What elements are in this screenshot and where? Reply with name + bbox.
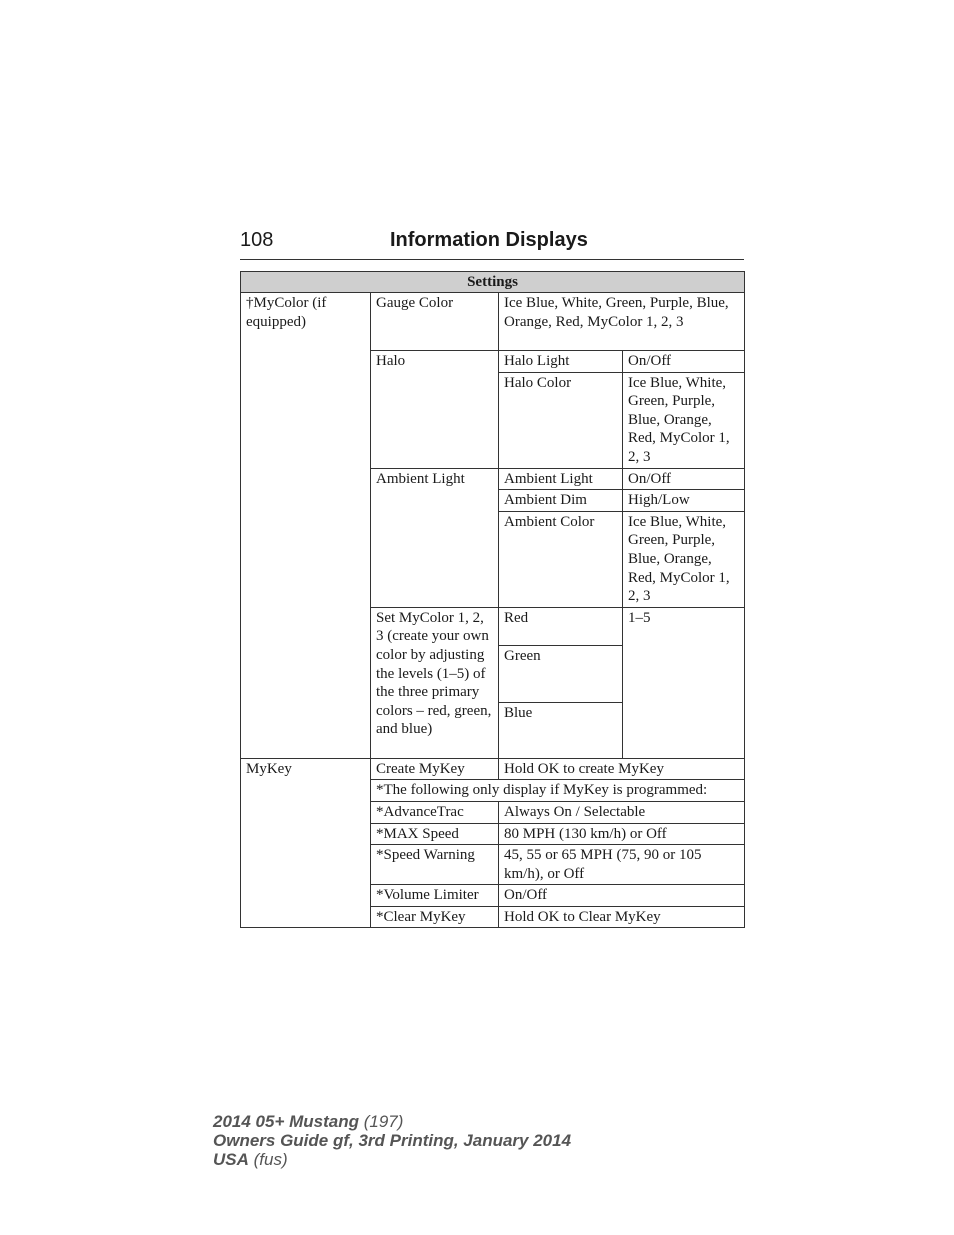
table-title: Settings [241,272,745,293]
halo-light-label: Halo Light [499,351,623,373]
ambient-light-group-label: Ambient Light [371,468,499,607]
volume-limiter-value: On/Off [499,885,745,907]
speed-warning-label: *Speed Warning [371,845,499,885]
table-header-row [241,272,745,293]
halo-light-value: On/Off [623,351,745,373]
clear-mykey-value: Hold OK to Clear MyKey [499,906,745,928]
footer-market: USA [213,1150,249,1169]
ambient-color-value: Ice Blue, White, Green, Purple, Blue, Orange, Red, MyColor 1, 2, 3 [623,511,745,607]
halo-color-value: Ice Blue, White, Green, Purple, Blue, Orange, Red, MyColor 1, 2, 3 [623,372,745,468]
advancetrac-label: *AdvanceTrac [371,801,499,823]
advancetrac-value: Always On / Selectable [499,801,745,823]
green-label: Green [499,645,623,702]
footer-line-1 [213,1112,571,1131]
gauge-color-value: Ice Blue, White, Green, Purple, Blue, Orange, Red, MyColor 1, 2, 3 [499,293,745,351]
volume-limiter-label: *Volume Limiter [371,885,499,907]
settings-table [240,271,745,928]
ambient-light-value: On/Off [623,468,745,490]
mycolor-label: †MyColor (if equipped) [241,293,371,759]
footer-market-code: (fus) [253,1150,288,1169]
max-speed-value: 80 MPH (130 km/h) or Off [499,823,745,845]
max-speed-label: *MAX Speed [371,823,499,845]
footer-vehicle: 2014 05+ Mustang [213,1112,359,1131]
footer-vehicle-code: (197) [363,1112,404,1131]
create-mykey-label: Create MyKey [371,758,499,780]
ambient-light-label: Ambient Light [499,468,623,490]
page-header [240,229,744,260]
mykey-note: *The following only display if MyKey is programmed: [371,780,745,802]
set-mycolor-label: Set MyColor 1, 2, 3 (create your own color by adjusting the levels (1–5) of the three primary colors – red, green, and blue) [371,607,499,758]
gauge-color-label: Gauge Color [371,293,499,351]
halo-color-label: Halo Color [499,372,623,468]
blue-label: Blue [499,702,623,758]
ambient-dim-value: High/Low [623,490,745,512]
page-footer [213,1112,571,1169]
ambient-dim-label: Ambient Dim [499,490,623,512]
table-row [241,293,745,351]
red-label: Red [499,607,623,645]
ambient-color-label: Ambient Color [499,511,623,607]
halo-label: Halo [371,351,499,469]
footer-line-3 [213,1150,571,1169]
clear-mykey-label: *Clear MyKey [371,906,499,928]
section-title: Information Displays [390,229,588,251]
table-row [241,758,745,780]
footer-guide: Owners Guide gf, 3rd Printing, January 2014 [213,1131,572,1150]
create-mykey-value: Hold OK to create MyKey [499,758,745,780]
speed-warning-value: 45, 55 or 65 MPH (75, 90 or 105 km/h), or Off [499,845,745,885]
color-level-range: 1–5 [623,607,745,758]
page-number: 108 [240,229,274,251]
footer-line-2 [213,1131,571,1150]
mykey-label: MyKey [241,758,371,928]
